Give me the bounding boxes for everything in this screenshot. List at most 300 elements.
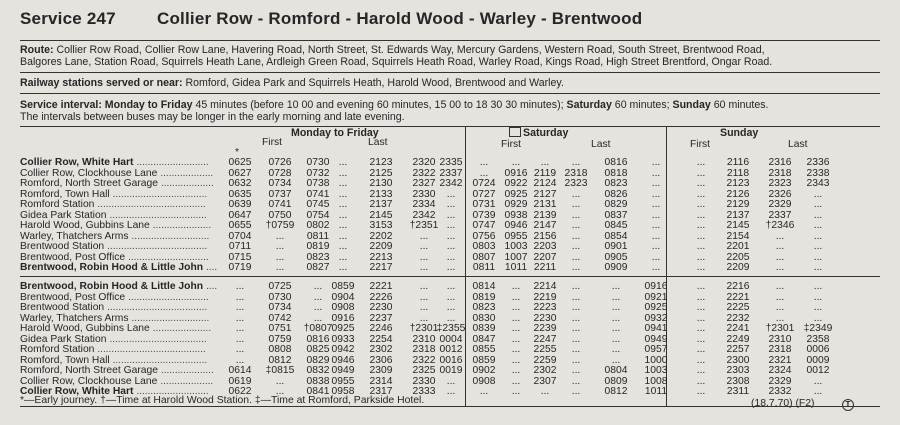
time-cell: ... [446,375,456,387]
time-cell: ... [651,209,661,221]
time-cell: ... [511,365,521,376]
time-cell: ... [571,354,581,366]
time-cell: 2302 [533,365,557,376]
time-cell: 2320 [412,157,436,168]
time-cell: 0829 [604,199,628,210]
time-cell: 1003 [504,241,528,252]
time-cell: 2116 [726,157,750,168]
stop-name: Collier Row, Clockhouse Lane [20,167,158,179]
time-cell: 0925 [644,302,668,313]
time-cell: ... [419,262,429,273]
stop-name: Harold Wood, Gubbins Lane [20,323,150,334]
time-cell: 0811 [472,262,496,273]
time-cell: 2314 [369,375,393,387]
time-cell: 0909 [604,262,628,273]
time-cell: 0949 [331,365,355,376]
stop-name: Romford, North Street Garage [20,365,158,376]
time-cell: 0901 [604,241,628,252]
time-cell: 0942 [331,344,355,355]
time-cell: ... [338,178,348,189]
time-cell: 2207 [533,251,557,263]
time-cell: 0957 [644,344,668,355]
time-cell: 0704 [228,230,252,242]
time-cell: 0814 [472,281,496,292]
time-cell: ... [446,262,456,273]
time-cell: 0827 [306,262,330,273]
time-cell: ... [446,220,456,231]
time-cell: 2241 [726,323,750,334]
time-cell: 0745 [306,199,330,210]
time-cell: 0728 [268,167,292,179]
time-cell: 2129 [726,199,750,210]
time-cell: ... [651,220,661,231]
time-cell: †2351 [409,220,439,231]
time-cell: 2308 [726,375,750,387]
time-cell: ... [696,291,706,303]
operator-logo-icon: T [842,399,854,411]
service-number: Service 247 [20,9,116,28]
time-cell: ... [338,167,348,179]
time-cell: 2322 [412,167,436,179]
time-cell: 2323 [564,178,588,189]
interval-text: 45 minutes (before 10 00 and evening 60 minutes, 15 00 to 18 30 30 minutes); [195,99,564,111]
time-cell: ... [775,241,785,252]
time-cell: ... [813,291,823,303]
divider [20,40,880,41]
time-cell: 1000 [644,354,668,366]
time-cell: 2337 [439,167,463,179]
time-cell: ... [419,312,429,324]
time-cell: ... [696,262,706,273]
time-cell: ... [446,386,456,397]
time-cell: ... [813,241,823,252]
time-cell: 0826 [604,188,628,200]
time-cell: ... [235,291,245,303]
time-cell: 0741 [306,188,330,200]
time-cell: 0738 [306,178,330,189]
time-cell: 0725 [268,281,292,292]
time-cell: 0955 [331,375,355,387]
time-cell: 0823 [306,251,330,263]
time-cell: 2342 [412,209,436,221]
time-cell: 2123 [369,157,393,168]
time-cell: ... [446,251,456,263]
time-cell: 0807 [472,251,496,263]
time-cell: 2358 [806,333,830,345]
time-cell: 2300 [726,354,750,366]
time-cell: 0639 [228,199,252,210]
time-cell: 1008 [644,375,668,387]
leader-dots: ............................ [131,230,210,242]
time-cell: 2318 [768,167,792,179]
time-cell: 0802 [306,220,330,231]
time-cell: 2139 [533,209,557,221]
time-cell: ... [571,302,581,313]
time-cell: 2209 [369,241,393,252]
time-cell: ... [813,375,823,387]
time-cell: ... [313,291,323,303]
time-cell: 2205 [726,251,750,263]
time-cell: ... [446,230,456,242]
time-cell: 0941 [644,323,668,334]
time-cell: ... [235,281,245,292]
time-cell: †2301 [409,323,439,334]
time-cell: ... [696,251,706,263]
time-cell: 2323 [768,178,792,189]
leader-dots: .................................... [107,302,208,313]
time-cell: 0818 [604,167,628,179]
time-cell: ... [540,157,550,168]
leader-dots: ................... [160,365,214,376]
stop-name: Romford Station [20,199,95,210]
time-cell: ... [235,354,245,366]
time-cell: 2246 [369,323,393,334]
time-cell: 2259 [533,354,557,366]
time-cell: 2145 [369,209,393,221]
office-icon [509,127,521,137]
time-cell: 0737 [268,188,292,200]
time-cell: 0958 [331,386,355,397]
time-cell: 0908 [331,302,355,313]
time-cell: 1007 [504,251,528,263]
time-cell: 0859 [472,354,496,366]
time-cell: ... [511,344,521,355]
time-cell: ... [775,291,785,303]
time-cell: ... [338,188,348,200]
time-cell: ... [611,323,621,334]
time-cell: ... [275,375,285,387]
time-cell: ... [696,199,706,210]
time-cell: ... [540,386,550,397]
time-cell: 0812 [268,354,292,366]
leader-dots: ............................. [128,251,209,263]
time-cell: ... [511,281,521,292]
time-cell: ... [696,344,706,355]
time-cell: ... [696,302,706,313]
time-cell: 2317 [369,386,393,397]
time-cell: 0902 [472,365,496,376]
time-cell: 2310 [768,333,792,345]
time-cell: 2216 [726,281,750,292]
time-cell: 2257 [726,344,750,355]
time-cell: 2230 [533,312,557,324]
time-cell: ... [611,312,621,324]
time-cell: 0006 [806,344,830,355]
time-cell: ... [338,262,348,273]
time-cell: 0921 [644,291,668,303]
time-cell: ... [813,281,823,292]
sun-first-label: First [690,139,711,150]
time-cell: ... [511,333,521,345]
col-monfri-header: Monday to Friday [291,127,379,139]
time-cell: 2119 [533,167,557,179]
time-cell: ... [338,241,348,252]
time-cell: 2118 [726,167,750,179]
time-cell: ... [696,188,706,200]
time-cell: 2311 [726,386,750,397]
time-cell: 0727 [472,188,496,200]
time-cell: 0734 [268,302,292,313]
time-cell: 2127 [533,188,557,200]
time-cell: †2346 [765,220,795,231]
time-cell: 2225 [726,302,750,313]
time-cell: ... [511,375,521,387]
time-cell: 0619 [228,375,252,387]
time-cell: 2318 [564,167,588,179]
time-cell: ... [446,209,456,221]
stop-name: Romford, Town Hall [20,354,110,366]
leader-dots: .... [206,262,218,273]
monfri-last-label: Last [368,137,388,148]
time-cell: ... [775,312,785,324]
time-cell: ... [446,291,456,303]
time-cell: ... [611,281,621,292]
time-cell: 0622 [228,386,252,397]
time-cell: 0837 [604,209,628,221]
monfri-first-label: First [262,137,283,148]
time-cell: ... [651,241,661,252]
time-cell: 0647 [228,209,252,221]
time-cell: ... [696,375,706,387]
interval-sat-label: Saturday [566,99,612,111]
col-sat-header [509,127,568,139]
time-cell: †0759 [265,220,295,231]
time-cell: ‡2355 [436,323,466,334]
time-cell: 2326 [768,188,792,200]
time-cell: 0016 [439,354,463,366]
time-cell: ... [696,312,706,324]
time-cell: 1011 [504,262,528,273]
time-cell: 2214 [533,281,557,292]
time-cell: 0747 [472,220,496,231]
time-cell: 0627 [228,167,252,179]
time-cell: ... [813,209,823,221]
time-cell: 0855 [472,344,496,355]
time-cell: 0635 [228,188,252,200]
stop-name: Collier Row, White Hart [20,386,134,397]
leader-dots: ................... [160,167,214,179]
time-cell: 1003 [644,365,668,376]
time-cell: 0838 [306,375,330,387]
time-cell: 2237 [369,312,393,324]
time-cell: 2306 [369,354,393,366]
time-cell: 2335 [439,157,463,168]
time-cell: 2254 [369,333,393,345]
time-cell: 0829 [306,354,330,366]
time-cell: 0734 [268,178,292,189]
time-cell: 0741 [268,199,292,210]
col-sun-header: Sunday [720,127,759,139]
time-cell: 0803 [472,241,496,252]
time-cell: 0830 [472,312,496,324]
time-cell: 2133 [369,188,393,200]
time-cell: 0832 [306,365,330,376]
time-cell: ... [511,386,521,397]
time-cell: ... [696,281,706,292]
time-cell: ... [696,167,706,179]
stop-name: Gidea Park Station [20,209,107,221]
time-cell: †0807 [303,323,333,334]
leader-dots: .................................. [112,354,208,366]
time-cell: 0908 [472,375,496,387]
time-cell: 0955 [504,230,528,242]
time-cell: ... [611,333,621,345]
time-cell: ... [611,291,621,303]
time-cell: ... [813,220,823,231]
leader-dots: .......................... [136,386,209,397]
time-cell: 0949 [644,333,668,345]
time-cell: 0751 [268,323,292,334]
time-cell: 0809 [604,375,628,387]
time-cell: ... [275,230,285,242]
time-cell: 2147 [533,220,557,231]
time-cell: 0859 [331,281,355,292]
time-cell: 0819 [306,241,330,252]
time-cell: 2329 [768,199,792,210]
time-cell: 0715 [228,251,252,263]
col-sat-label: Saturday [523,127,569,139]
leader-dots: .................................... [107,241,208,252]
time-cell: ... [571,262,581,273]
time-cell: ... [338,220,348,231]
time-cell: 0905 [604,251,628,263]
time-cell: 2329 [768,375,792,387]
time-cell: ... [571,323,581,334]
time-cell: 0625 [228,157,252,168]
time-cell: ... [235,344,245,355]
time-cell: 2239 [533,323,557,334]
leader-dots: ....................................... [97,199,206,210]
time-cell: 2334 [412,199,436,210]
time-cell: ... [419,230,429,242]
time-cell: 2221 [369,281,393,292]
time-cell: ... [313,302,323,313]
time-cell: ... [571,230,581,242]
time-cell: 2124 [533,178,557,189]
time-cell: 0004 [439,333,463,345]
time-cell: 2338 [806,167,830,179]
time-cell: ... [275,241,285,252]
time-cell: 0754 [306,209,330,221]
time-cell: ... [446,281,456,292]
time-cell: ... [651,199,661,210]
time-cell: 2230 [369,302,393,313]
time-cell: ... [571,386,581,397]
time-cell: 2137 [726,209,750,221]
time-cell: 0823 [472,302,496,313]
time-cell: 2123 [726,178,750,189]
time-cell: 2130 [369,178,393,189]
leader-dots: ................... [160,375,214,387]
time-cell: 0632 [228,178,252,189]
revision-code: (18.7.70) (F2) [751,398,815,409]
time-cell: 0614 [228,365,252,376]
time-cell: 0739 [472,209,496,221]
time-cell: 2310 [412,333,436,345]
time-cell: 2249 [726,333,750,345]
time-cell: ... [571,220,581,231]
time-cell: 2223 [533,302,557,313]
leader-dots: ..................... [152,220,212,231]
time-cell: ... [511,157,521,168]
leader-dots: ............................ [131,312,210,324]
railway-label: Railway stations served or near: [20,77,183,89]
leader-dots: ............................. [128,291,209,303]
time-cell: ... [571,157,581,168]
route-text-2: Balgores Lane, Station Road, Squirrels Heath Lane, Ardleigh Green Road, Squirrels Heath Road, Warley Road, Kings Road, High Street Brentford, Ongar Road. [20,56,773,68]
time-cell: 2309 [369,365,393,376]
time-cell: ... [696,220,706,231]
interval-text-2: The intervals between buses may be longer in the early morning and late evening. [20,111,405,123]
footnotes: *—Early journey. †—Time at Harold Wood Station. ‡—Time at Romford, Parkside Hotel. [20,395,425,406]
time-cell: ... [313,281,323,292]
leader-dots: ................................... [109,209,207,221]
stop-name: Romford, Town Hall [20,188,110,200]
time-cell: ... [479,157,489,168]
time-cell: 3153 [369,220,393,231]
leader-dots: ....................................... [97,344,206,355]
time-cell: ... [611,302,621,313]
time-cell: 0916 [504,167,528,179]
section-divider [20,276,880,277]
time-cell: 0724 [472,178,496,189]
time-cell: ... [696,323,706,334]
time-cell: 2342 [439,178,463,189]
time-cell: 0841 [306,386,330,397]
time-cell: 2318 [412,344,436,355]
time-cell: 2255 [533,344,557,355]
time-cell: ... [235,302,245,313]
time-cell: 0726 [268,157,292,168]
time-cell: ... [651,157,661,168]
time-cell: 0750 [268,209,292,221]
leader-dots: ................... [160,178,214,189]
time-cell: ... [571,291,581,303]
time-cell: ... [313,312,323,324]
time-cell: 0847 [472,333,496,345]
time-cell: 0812 [604,386,628,397]
time-cell: ... [419,302,429,313]
time-cell: 0730 [306,157,330,168]
stop-name: Harold Wood, Gubbins Lane [20,220,150,231]
time-cell: 0854 [604,230,628,242]
time-cell: ... [275,262,285,273]
time-cell: ... [813,386,823,397]
time-cell: 0804 [604,365,628,376]
time-cell: 2337 [768,209,792,221]
time-cell: 2318 [768,344,792,355]
time-cell: ... [571,312,581,324]
time-cell: 2203 [533,241,557,252]
time-cell: 2324 [768,365,792,376]
time-cell: 0845 [604,220,628,231]
time-cell: ... [275,251,285,263]
interval-label: Service interval: Monday to Friday [20,99,193,111]
sat-first-label: First [501,139,522,150]
time-cell: ... [813,302,823,313]
route-text-1: Collier Row Road, Collier Row Lane, Havering Road, North Street, St. Edwards Way, Mercury Gardens, Western Road, South Street, Brentwood Road, [56,44,765,56]
time-cell: ... [511,302,521,313]
time-cell: 0925 [331,323,355,334]
time-cell: 0730 [268,291,292,303]
sat-last-label: Last [591,139,611,150]
time-cell: 2321 [768,354,792,366]
time-cell: ... [419,281,429,292]
time-cell: ... [813,199,823,210]
time-cell: 0012 [806,365,830,376]
interval-line-1 [20,99,769,111]
time-cell: 0759 [268,333,292,345]
